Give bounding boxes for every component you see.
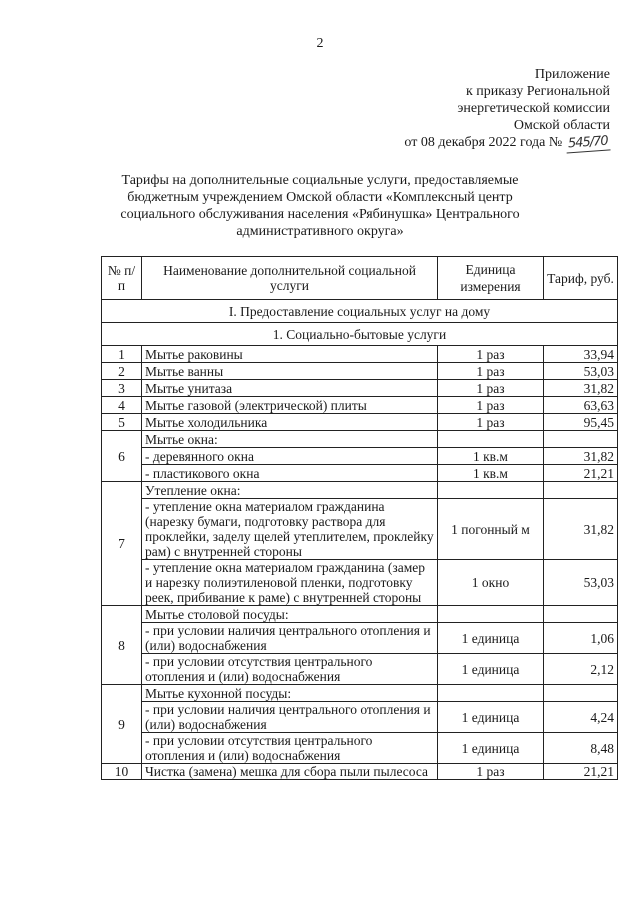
row-price: 95,45 [544,414,618,431]
row-name: Мытье ванны [142,363,438,380]
row-num: 10 [102,764,142,780]
row-price: 1,06 [544,623,618,654]
group-title-row [102,482,618,499]
page-number: 2 [316,36,324,51]
row-price-empty [544,606,618,623]
row-price: 33,94 [544,346,618,363]
subsection-title: 1. Социально-бытовые услуги [102,323,618,346]
row-num: 2 [102,363,142,380]
row-unit: 1 кв.м [438,448,544,465]
row-unit: 1 единица [438,733,544,764]
group-title: Мытье столовой посуды: [142,606,438,623]
row-price-empty [544,431,618,448]
row-name: Мытье раковины [142,346,438,363]
group-title: Мытье кухонной посуды: [142,685,438,702]
appendix-line: Приложение [534,67,610,82]
row-num: 8 [102,606,142,685]
group-title: Мытье окна: [142,431,438,448]
row-price: 31,82 [544,380,618,397]
row-unit-empty [438,606,544,623]
tariff-table [101,256,618,780]
row-price: 8,48 [544,733,618,764]
row-unit: 1 окно [438,560,544,606]
row-price: 31,82 [544,448,618,465]
row-name: Мытье газовой (электрической) плиты [142,397,438,414]
table-row [102,560,618,606]
row-unit: 1 раз [438,764,544,780]
appendix-line: энергетической комиссии [457,101,610,116]
appendix-date: от 08 декабря 2022 года № [404,135,563,150]
section-title: I. Предоставление социальных услуг на дому [102,300,618,323]
row-unit: 1 раз [438,363,544,380]
table-row [102,346,618,363]
row-price: 63,63 [544,397,618,414]
appendix-line: к приказу Региональной [465,84,610,99]
row-num: 3 [102,380,142,397]
row-price: 53,03 [544,560,618,606]
row-name: - деревянного окна [142,448,438,465]
row-name: - при условии отсутствия центрального отопления и (или) водоснабжения [142,654,438,685]
row-price: 4,24 [544,702,618,733]
row-unit: 1 единица [438,623,544,654]
row-unit: 1 раз [438,414,544,431]
row-num: 5 [102,414,142,431]
group-title: Утепление окна: [142,482,438,499]
table-row [102,465,618,482]
header-unit: Единица измерения [438,257,544,300]
subsection-row [102,323,618,346]
row-num: 9 [102,685,142,764]
row-price: 2,12 [544,654,618,685]
row-name: - утепление окна материалом гражданина (нарезку бумаги, подготовку раствора для проклейки, заделу щелей утеплителем, проклейку рам) с внутренней стороны [142,499,438,560]
row-num: 7 [102,482,142,606]
row-unit: 1 раз [438,380,544,397]
row-unit-empty [438,482,544,499]
row-name: Мытье холодильника [142,414,438,431]
row-price: 21,21 [544,764,618,780]
table-row [102,448,618,465]
row-price-empty [544,482,618,499]
row-name: - при условии отсутствия центрального отопления и (или) водоснабжения [142,733,438,764]
row-name: Чистка (замена) мешка для сбора пыли пылесоса [142,764,438,780]
appendix-line: Омской области [513,118,610,133]
row-unit-empty [438,431,544,448]
order-number-handwritten: 545/70 [566,132,611,153]
table-row [102,764,618,780]
table-header-row [102,257,618,300]
row-unit: 1 кв.м [438,465,544,482]
row-price: 53,03 [544,363,618,380]
table-row [102,397,618,414]
row-name: - при условии наличия центрального отопления и (или) водоснабжения [142,623,438,654]
group-title-row [102,685,618,702]
table-row [102,380,618,397]
section-row [102,300,618,323]
row-price-empty [544,685,618,702]
row-unit: 1 погонный м [438,499,544,560]
table-row [102,623,618,654]
row-price: 31,82 [544,499,618,560]
group-title-row [102,431,618,448]
table-row [102,654,618,685]
group-title-row [102,606,618,623]
row-name: - при условии наличия центрального отопления и (или) водоснабжения [142,702,438,733]
table-row [102,363,618,380]
row-name: Мытье унитаза [142,380,438,397]
header-name: Наименование дополнительной социальной услуги [142,257,438,300]
row-price: 21,21 [544,465,618,482]
row-name: - утепление окна материалом гражданина (замер и нарезку полиэтиленовой пленки, подготовку реек, прибивание к раме) с внутренней стороны [142,560,438,606]
row-name: - пластикового окна [142,465,438,482]
row-unit: 1 единица [438,654,544,685]
appendix-block [404,66,610,152]
table-row [102,702,618,733]
row-unit: 1 раз [438,397,544,414]
row-unit: 1 раз [438,346,544,363]
table-row [102,733,618,764]
table-row [102,414,618,431]
document-title: Тарифы на дополнительные социальные услуги, предоставляемые бюджетным учреждением Омской области «Комплексный центр социального обслуживания населения «Рябинушка» Центрального административного округа» [120,173,520,239]
row-unit: 1 единица [438,702,544,733]
row-num: 4 [102,397,142,414]
table-row [102,499,618,560]
row-num: 6 [102,431,142,482]
header-num: № п/п [102,257,142,300]
appendix-date-line [404,134,610,152]
header-price: Тариф, руб. [544,257,618,300]
row-num: 1 [102,346,142,363]
row-unit-empty [438,685,544,702]
